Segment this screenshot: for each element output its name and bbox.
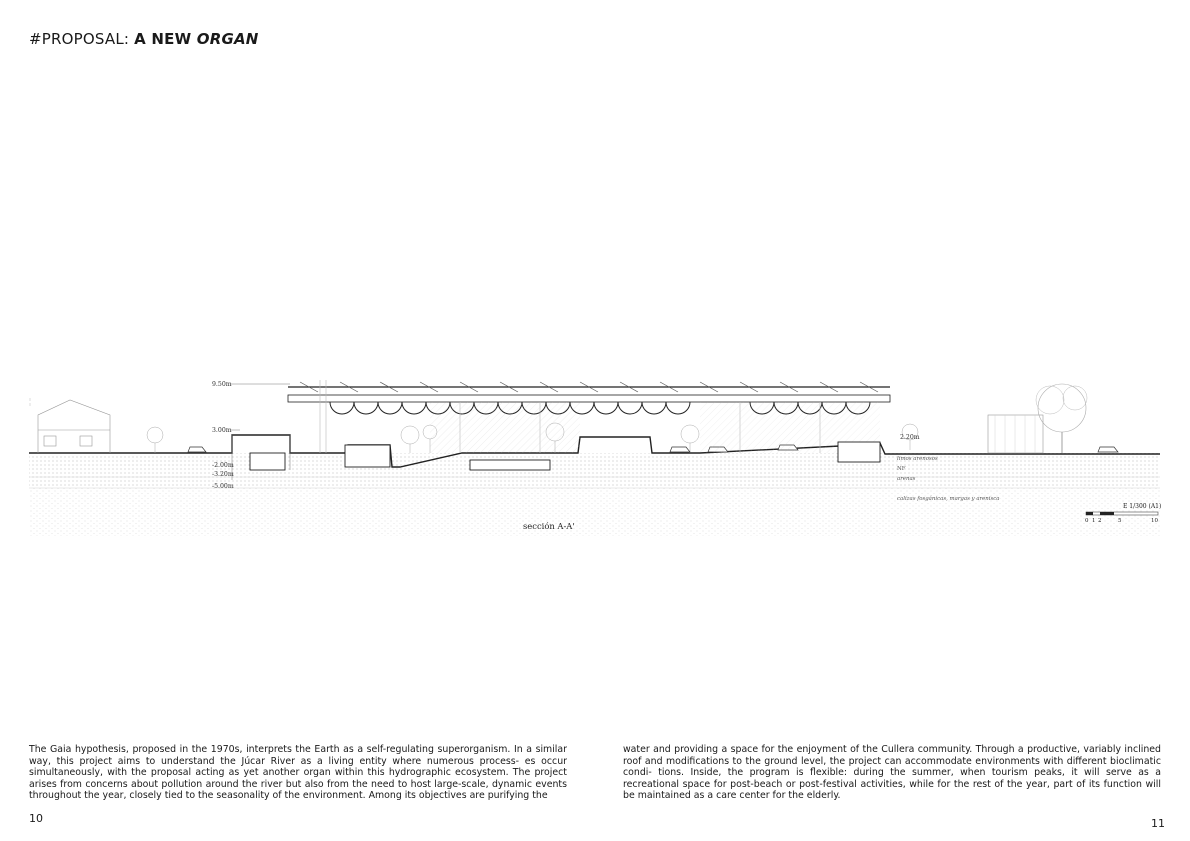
- strata-label-3: arenas: [897, 476, 916, 482]
- level-low2: -3.20m: [212, 471, 234, 478]
- strata-label-1: limos arenosos: [897, 456, 938, 462]
- strata-label-4: calizas fosgánicas, margas y arenisca: [897, 496, 1000, 502]
- page-number-right: 11: [1151, 817, 1165, 830]
- title-bold: A NEW: [134, 30, 197, 48]
- page-title: [29, 30, 259, 48]
- title-prefix: #PROPOSAL:: [29, 30, 135, 48]
- level-mid: 3.00m: [212, 427, 232, 434]
- scale-label: E 1/300 (A1): [1123, 503, 1162, 510]
- page-number-left: 10: [29, 812, 43, 825]
- cars: [188, 445, 1118, 452]
- roof-structure: [288, 380, 890, 453]
- scale-tick-2: 2: [1098, 518, 1102, 524]
- scale-tick-10: 10: [1151, 518, 1158, 524]
- body-text-left: The Gaia hypothesis, proposed in the 1970s, interprets the Earth as a self-regulating superorganism. In a similar way, this project aims to understand the Júcar River as a living entity where numerous process- es occur simultaneously, with the proposal acting as yet another organ within this hydrographic ecosystem. The project arises from concerns about pollution around the river but also from the need to host large-scale, dynamic events throughout the year, closely tied to the seasonality of the environment. Among its objectives are purifying the: [29, 744, 567, 802]
- right-building: [988, 384, 1087, 453]
- section-caption: sección A-A': [523, 521, 575, 531]
- body-text-right: water and providing a space for the enjoyment of the Cullera community. Through a productive, variably inclined roof and modifications to the ground level, the project can accommodate environments with different bioclimatic condi- tions. Inside, the program is flexible: during the summer, when tourism peaks, it will serve as a recreational space for post-beach or post-festival activities, while for the rest of the year, part of its function will be maintained as a care center for the elderly.: [623, 744, 1161, 802]
- scale-tick-0: 0: [1085, 518, 1089, 524]
- level-low1: -2.00m: [212, 462, 234, 469]
- section-drawing: [0, 360, 1190, 560]
- level-top: 9.50m: [212, 381, 232, 388]
- title-italic: ORGAN: [196, 30, 259, 48]
- ground-strata-upper: [29, 453, 1160, 488]
- scale-tick-5: 5: [1118, 518, 1122, 524]
- left-house: [38, 400, 110, 453]
- strata-label-2: NF: [897, 466, 906, 472]
- scale-tick-1: 1: [1092, 518, 1096, 524]
- level-right: 2.20m: [900, 434, 920, 441]
- level-low3: -5.00m: [212, 483, 234, 490]
